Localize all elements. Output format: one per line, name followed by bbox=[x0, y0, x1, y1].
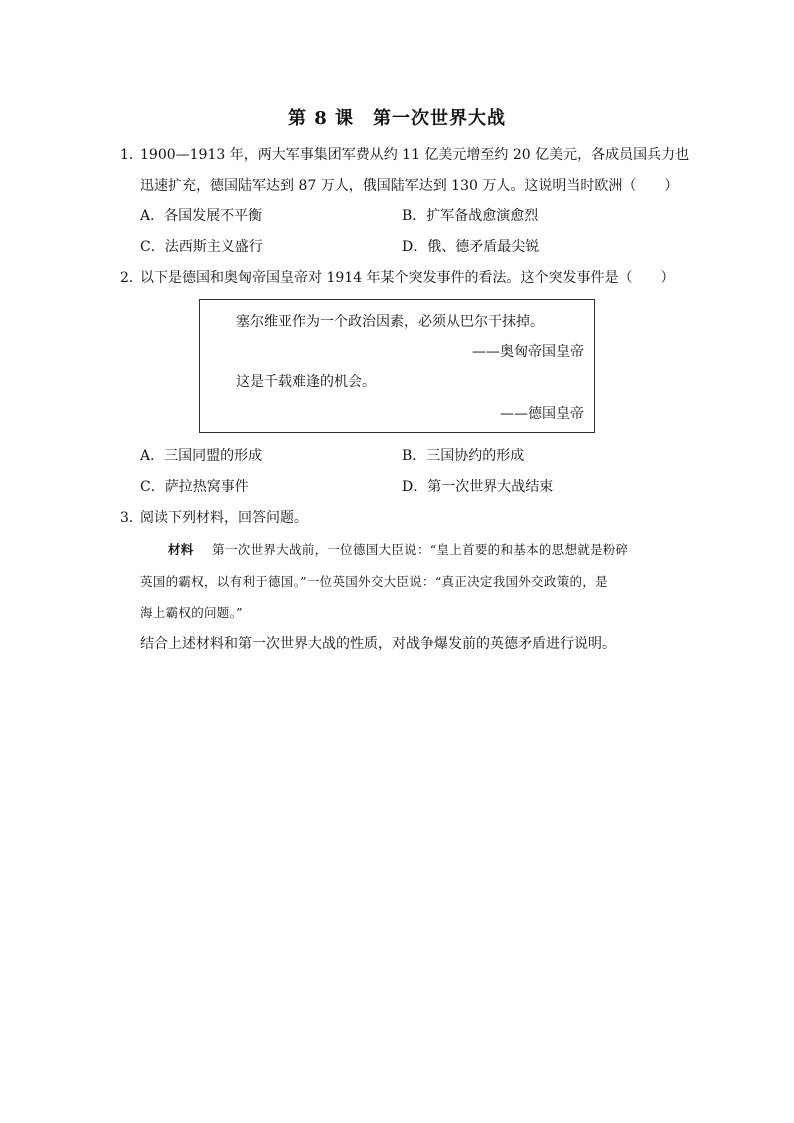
question-1-stem-line-1: 1900—1913 年，两大军事集团军费从约 11 亿美元增至约 20 亿美元，各成员国兵力也 bbox=[140, 147, 690, 163]
quote-austria-source: ——奥匈帝国皇帝 bbox=[472, 344, 584, 360]
quote-box bbox=[199, 299, 595, 433]
question-1-option-c[interactable]: C．法西斯主义盛行 bbox=[140, 239, 263, 255]
material-line-2: 英国的霸权，以有利于德国。”一位英国外交大臣说：“真正决定我国外交政策的，是 bbox=[140, 574, 608, 589]
question-2-option-b[interactable]: B．三国协约的形成 bbox=[402, 448, 525, 464]
question-3-number: 3． bbox=[120, 510, 143, 526]
question-1-stem-line-2: 迅速扩充，德国陆军达到 87 万人，俄国陆军达到 130 万人。这说明当时欧洲（ ） bbox=[140, 178, 679, 194]
question-3-prompt: 结合上述材料和第一次世界大战的性质，对战争爆发前的英德矛盾进行说明。 bbox=[140, 636, 616, 652]
question-2-option-d[interactable]: D．第一次世界大战结束 bbox=[402, 479, 554, 495]
question-1-option-b[interactable]: B．扩军备战愈演愈烈 bbox=[402, 208, 539, 224]
material-line-1-wrap bbox=[168, 540, 628, 560]
question-2-number: 2． bbox=[120, 270, 143, 286]
page-title: 第 8 课 第一次世界大战 bbox=[287, 108, 507, 129]
material-line-3: 海上霸权的问题。” bbox=[140, 605, 243, 620]
question-2-option-c[interactable]: C．萨拉热窝事件 bbox=[140, 479, 249, 495]
question-2-option-a[interactable]: A．三国同盟的形成 bbox=[140, 448, 263, 464]
question-1-option-a[interactable]: A．各国发展不平衡 bbox=[140, 208, 263, 224]
material-line-1: 第一次世界大战前，一位德国大臣说：“皇上首要的和基本的思想就是粉碎 bbox=[212, 542, 629, 557]
material-label: 材料 bbox=[168, 542, 194, 557]
question-3-stem: 阅读下列材料，回答问题。 bbox=[140, 510, 308, 526]
question-2-stem: 以下是德国和奥匈帝国皇帝对 1914 年某个突发事件的看法。这个突发事件是（ ） bbox=[140, 270, 675, 286]
quote-germany: 这是千载难逢的机会。 bbox=[236, 374, 376, 390]
quote-germany-source: ——德国皇帝 bbox=[500, 406, 584, 422]
quote-austria: 塞尔维亚作为一个政治因素，必须从巴尔干抹掉。 bbox=[236, 314, 544, 330]
question-1-option-d[interactable]: D．俄、德矛盾最尖锐 bbox=[402, 239, 540, 255]
question-1-number: 1． bbox=[120, 147, 143, 163]
